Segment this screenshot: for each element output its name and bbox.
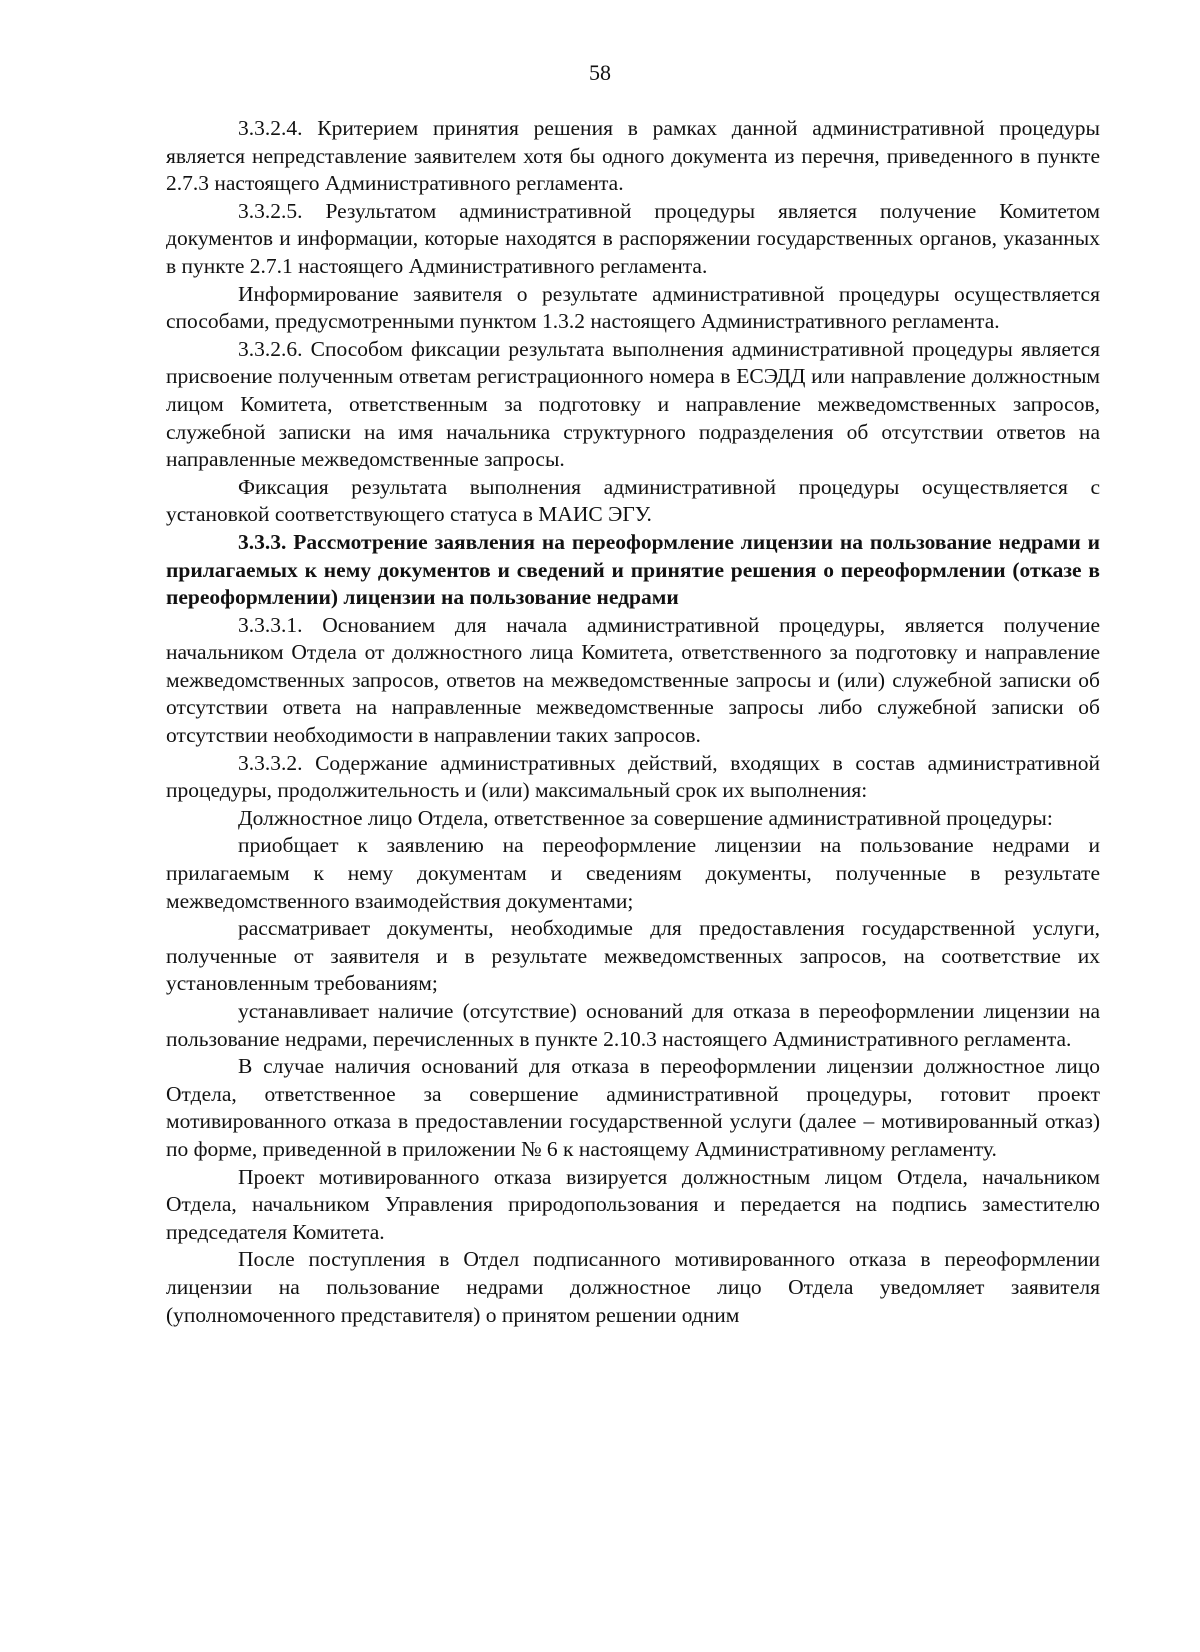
- paragraph-responsible-official: Должностное лицо Отдела, ответственное за совершение административной процедуры:: [238, 805, 1053, 830]
- page-body: [166, 115, 1100, 1329]
- paragraph-3-3-3-1: 3.3.3.1. Основанием для начала административной процедуры, является получение начальником Отдела от должностного лица Комитета, ответственного за подготовку и направление межведомственных запросов, ответов на межведомственные запросы и (или) служебной записки об отсутствии ответа на направленные межведомственные запросы либо служебной записки об отсутствии необходимости в направлении таких запросов.: [166, 612, 1100, 748]
- section-heading-3-3-3: 3.3.3. Рассмотрение заявления на переоформление лицензии на пользование недрами и прилагаемых к нему документов и сведений и принятие решения о переоформлении (отказе в переоформлении) лицензии на пользование недрами: [166, 529, 1100, 610]
- paragraph-3-3-2-4: 3.3.2.4. Критерием принятия решения в рамках данной административной процедуры является непредставление заявителем хотя бы одного документа из перечня, приведенного в пункте 2.7.3 настоящего Административного регламента.: [166, 116, 1100, 196]
- paragraph-reviews-documents: рассматривает документы, необходимые для предоставления государственной услуги, полученные от заявителя и в результате межведомственных запросов, на соответствие их установленным требованиям;: [166, 916, 1100, 996]
- paragraph-refusal-draft: Проект мотивированного отказа визируется должностным лицом Отдела, начальником Отдела, начальником Управления природопользования и передается на подпись заместителю председателя Комитета.: [166, 1164, 1100, 1244]
- paragraph-attaches-documents: приобщает к заявлению на переоформление лицензии на пользование недрами и прилагаемым к нему документам и сведениям документы, полученные в результате межведомственного взаимодействия документами;: [166, 833, 1100, 913]
- paragraph-informing-applicant: Информирование заявителя о результате административной процедуры осуществляется способами, предусмотренными пунктом 1.3.2 настоящего Административного регламента.: [166, 281, 1100, 334]
- paragraph-3-3-2-5: 3.3.2.5. Результатом административной процедуры является получение Комитетом документов и информации, которые находятся в распоряжении государственных органов, указанных в пункте 2.7.1 настоящего Административного регламента.: [166, 198, 1100, 278]
- page-number: 58: [589, 60, 611, 85]
- paragraph-result-fixation: Фиксация результата выполнения административной процедуры осуществляется с установкой соответствующего статуса в МАИС ЭГУ.: [166, 474, 1100, 527]
- paragraph-3-3-2-6: 3.3.2.6. Способом фиксации результата выполнения административной процедуры является присвоение полученным ответам регистрационного номера в ЕСЭДД или направление должностным лицом Комитета, ответственным за подготовку и направление межведомственных запросов, служебной записки на имя начальника структурного подразделения об отсутствии ответов на направленные межведомственные запросы.: [166, 336, 1100, 472]
- paragraph-refusal-grounds: В случае наличия оснований для отказа в переоформлении лицензии должностное лицо Отдела, ответственное за совершение административной процедуры, готовит проект мотивированного отказа в предоставлении государственной услуги (далее – мотивированный отказ) по форме, приведенной в приложении № 6 к настоящему Административному регламенту.: [166, 1054, 1100, 1161]
- paragraph-3-3-3-2: 3.3.3.2. Содержание административных действий, входящих в состав административной процедуры, продолжительность и (или) максимальный срок их выполнения:: [166, 750, 1100, 803]
- paragraph-establishes-grounds: устанавливает наличие (отсутствие) оснований для отказа в переоформлении лицензии на пользование недрами, перечисленных в пункте 2.10.3 настоящего Административного регламента.: [166, 999, 1100, 1051]
- paragraph-applicant-notification: После поступления в Отдел подписанного мотивированного отказа в переоформлении лицензии на пользование недрами должностное лицо Отдела уведомляет заявителя (уполномоченного представителя) о принятом решении одним: [166, 1247, 1100, 1327]
